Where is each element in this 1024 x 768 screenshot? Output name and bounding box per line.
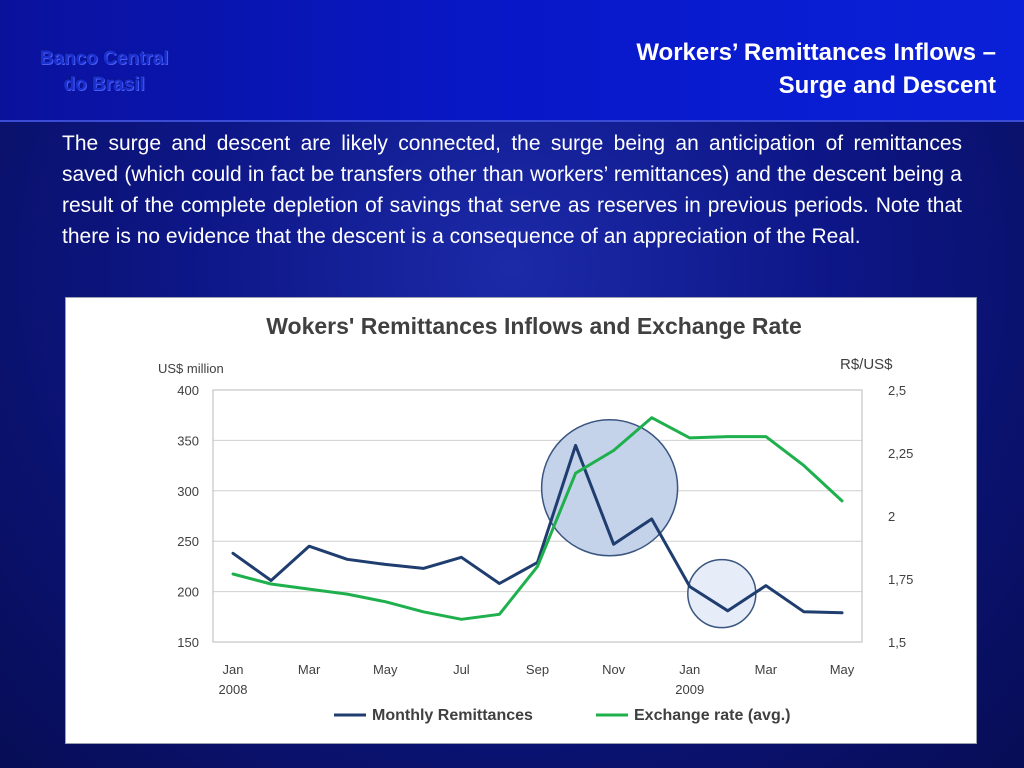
x-tick-label: Jan [222,662,244,677]
x-tick-label: Jan [679,662,701,677]
x-tick-label: May [829,662,855,677]
y2-tick-label: 2,5 [888,383,907,398]
title-line-1: Workers’ Remittances Inflows – [636,39,996,66]
title-line-2: Surge and Descent [778,72,996,99]
x-tick-label: Mar [754,662,778,677]
y-tick-label: 250 [177,534,199,550]
chart-title: Wokers' Remittances Inflows and Exchange Rate [266,313,802,339]
legend-label: Monthly Remittances [372,707,533,724]
x-tick-label: Jul [453,662,470,677]
x-tick-label: May [372,662,398,677]
x-tick-label: Nov [602,662,626,677]
y2-tick-label: 2 [888,509,896,524]
logo-line-1: Banco Central [39,48,169,69]
y2-tick-label: 1,75 [888,572,914,587]
highlight-circle [688,560,756,628]
y-tick-label: 200 [177,584,199,600]
x-tick-label: Mar [297,662,321,677]
y-axis-label: US$ million [158,361,224,376]
chart-svg [66,298,976,743]
slide-title [396,36,996,102]
legend-label: Exchange rate (avg.) [634,707,791,724]
y-tick-label: 300 [177,483,199,499]
plot-area-frame [213,390,862,642]
y2-axis-label: R$/US$ [840,356,893,373]
bank-logo [14,46,194,98]
y-tick-label: 350 [177,433,199,449]
y-tick-label: 150 [177,635,199,650]
logo-line-2: do Brasil [63,74,145,95]
x-tick-label: Sep [525,662,550,677]
x-tick-year-label: 2008 [218,682,248,697]
chart-container [65,297,977,744]
y2-tick-label: 1,5 [888,635,907,650]
slide-body-text: The surge and descent are likely connected, the surge being an anticipation of remittances saved (which could in fact be transfers other than workers’ remittances) and the descent being a result of the complete depletion of savings that serve as reserves in previous periods. Note that there is no evidence that the descent is a consequence of an appreciation of the Real. [62,132,962,248]
x-tick-year-label: 2009 [675,682,705,697]
y-tick-label: 400 [177,383,199,398]
slide-header [0,0,1024,122]
y2-tick-label: 2,25 [888,446,914,461]
